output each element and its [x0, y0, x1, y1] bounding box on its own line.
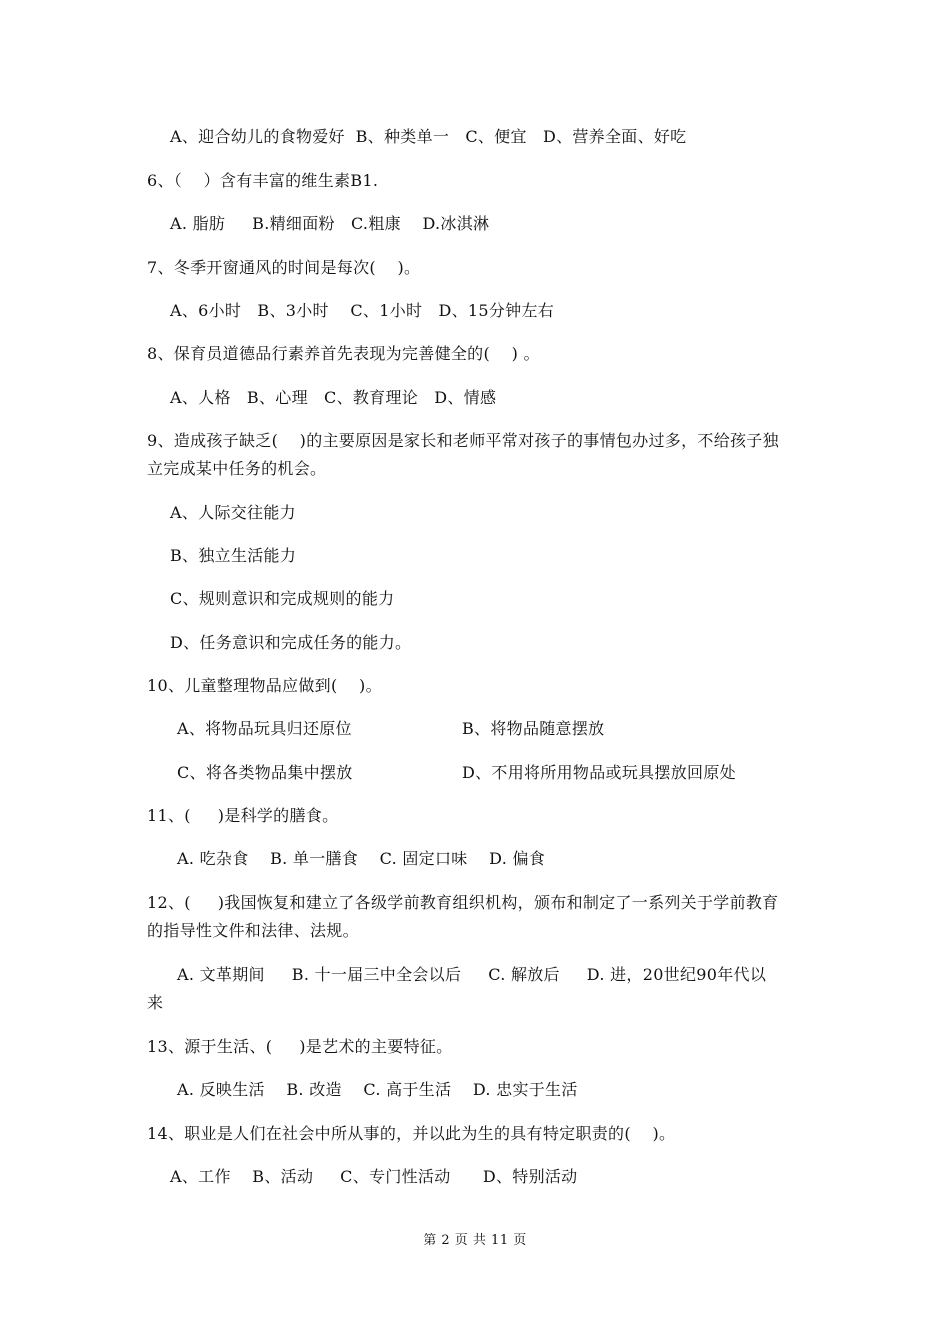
q10-option-b: B、将物品随意摆放: [462, 719, 605, 738]
q9-option-b: B、独立生活能力: [170, 546, 297, 565]
q10-option-a: A、将物品玩具归还原位: [177, 719, 352, 738]
q7-options: A、6小时 B、3小时 C、1小时 D、15分钟左右: [170, 301, 555, 320]
q13-options: A. 反映生活 B. 改造 C. 高于生活 D. 忠实于生活: [177, 1080, 578, 1099]
q6-options: A. 脂肪 B.精细面粉 C.粗康 D.冰淇淋: [170, 214, 490, 233]
q12-stem-line2: 的指导性文件和法律、法规。: [147, 921, 359, 940]
q14-stem: 14、职业是人们在社会中所从事的，并以此为生的具有特定职责的( )。: [147, 1124, 676, 1143]
q6-stem: 6、（ ）含有丰富的维生素B1.: [147, 171, 379, 190]
q9-option-c: C、规则意识和完成规则的能力: [170, 589, 395, 608]
q10-option-c: C、将各类物品集中摆放: [177, 763, 353, 782]
q9-stem-line1: 9、造成孩子缺乏( )的主要原因是家长和老师平常对孩子的事情包办过多，不给孩子独: [147, 431, 779, 450]
q9-option-a: A、人际交往能力: [170, 503, 296, 522]
page-footer: 第 2 页 共 11 页: [423, 1233, 527, 1248]
q10-stem: 10、儿童整理物品应做到( )。: [147, 676, 382, 695]
q5-options: A、迎合幼儿的食物爱好 B、种类单一 C、便宜 D、营养全面、好吃: [170, 127, 687, 146]
q13-stem: 13、源于生活、( )是艺术的主要特征。: [147, 1037, 453, 1056]
q12-stem-line1: 12、( )我国恢复和建立了各级学前教育组织机构，颁布和制定了一系列关于学前教育: [147, 893, 779, 912]
q11-options: A. 吃杂食 B. 单一膳食 C. 固定口味 D. 偏食: [177, 849, 546, 868]
q9-stem-line2: 立完成某中任务的机会。: [147, 459, 327, 478]
q8-options: A、人格 B、心理 C、教育理论 D、情感: [170, 388, 497, 407]
q14-options: A、工作 B、活动 C、专门性活动 D、特别活动: [170, 1167, 578, 1186]
q12-options-line1: A. 文革期间 B. 十一届三中全会以后 C. 解放后 D. 进，20世纪90年代以: [177, 965, 767, 984]
q8-stem: 8、保育员道德品行素养首先表现为完善健全的( ) 。: [147, 344, 540, 363]
q11-stem: 11、( )是科学的膳食。: [147, 806, 339, 825]
q7-stem: 7、冬季开窗通风的时间是每次( )。: [147, 258, 421, 277]
q12-options-line2: 来: [147, 993, 164, 1012]
q10-option-d: D、不用将所用物品或玩具摆放回原处: [462, 763, 736, 782]
q9-option-d: D、任务意识和完成任务的能力。: [170, 633, 412, 652]
